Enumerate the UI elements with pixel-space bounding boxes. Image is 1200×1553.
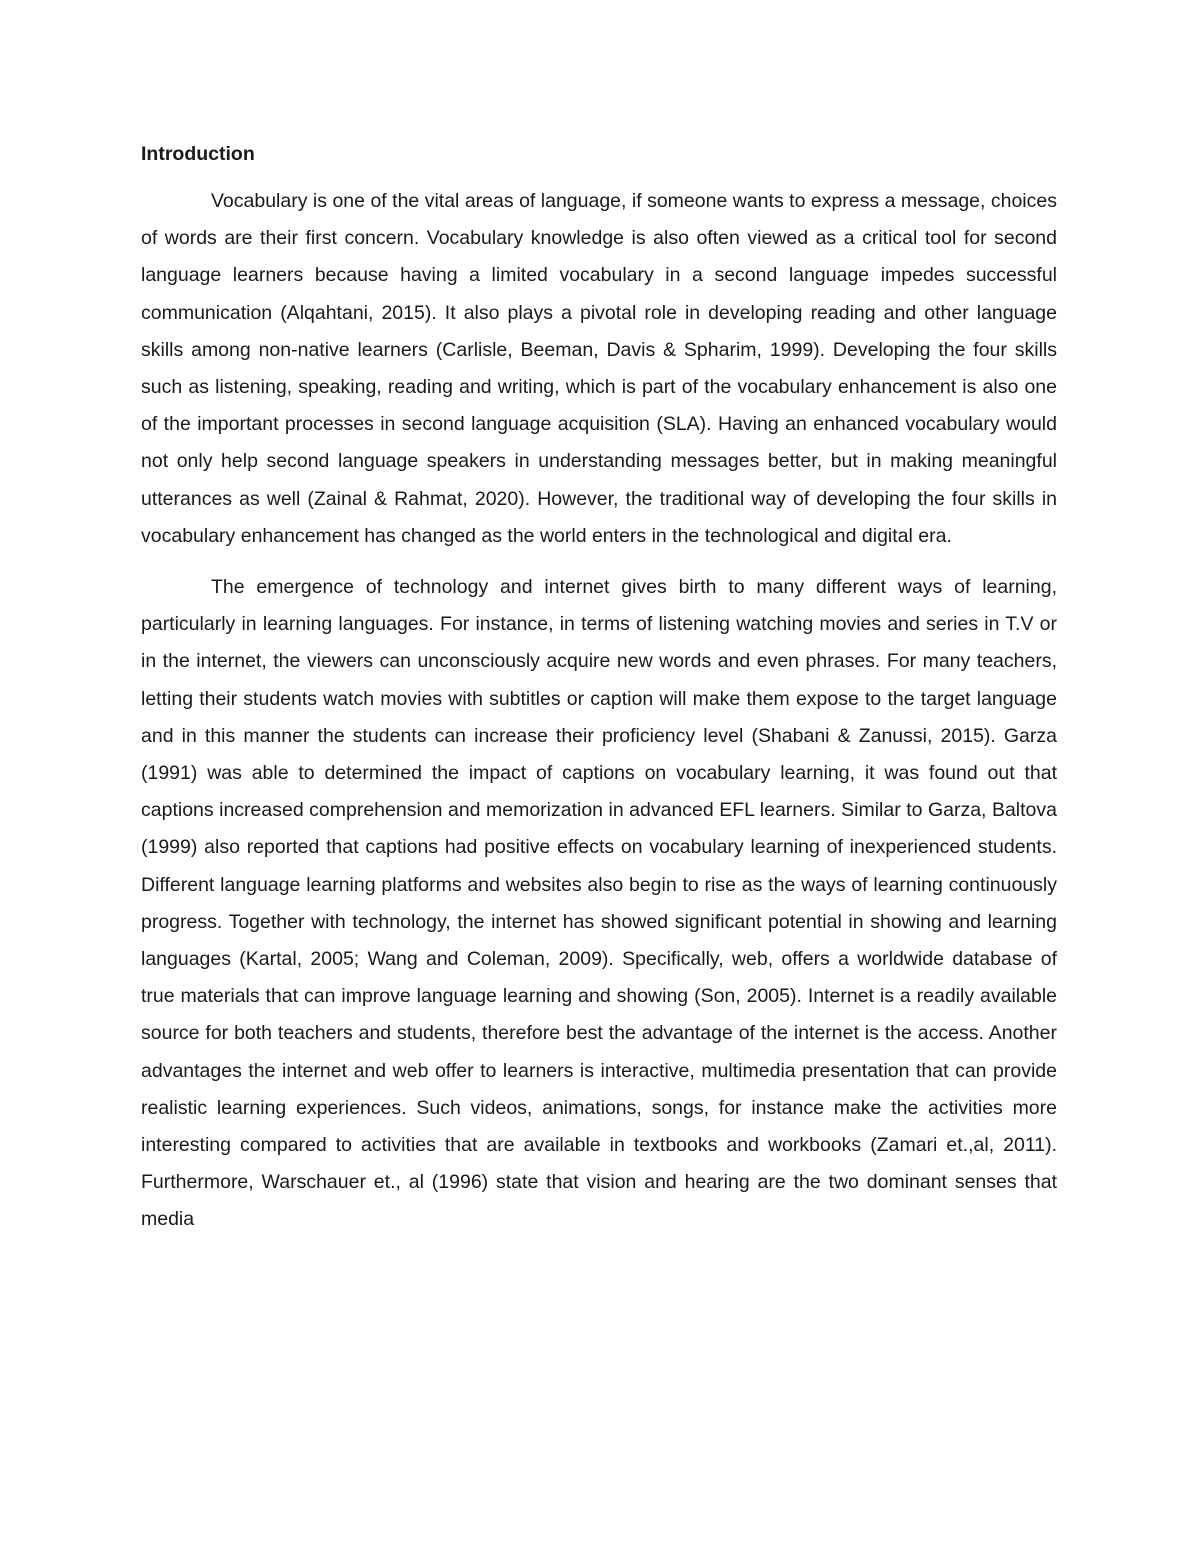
section-heading: Introduction (141, 143, 255, 165)
paragraph-vocabulary: Vocabulary is one of the vital areas of language, if someone wants to express a message, choices of words are their first concern. Vocabulary knowledge is also often viewed as a critical tool for second language learners because having a limited vocabulary in a second language impedes successful communication (Alqahtani, 2015). It also plays a pivotal role in developing reading and other language skills among non-native learners (Carlisle, Beeman, Davis & Spharim, 1999). Developing the four skills such as listening, speaking, reading and writing, which is part of the vocabulary enhancement is also one of the important processes in second language acquisition (SLA). Having an enhanced vocabulary would not only help second language speakers in understanding messages better, but in making meaningful utterances as well (Zainal & Rahmat, 2020). However, the traditional way of developing the four skills in vocabulary enhancement has changed as the world enters in the technological and digital era. (141, 190, 1057, 547)
document-body (141, 140, 1057, 1239)
paragraph-technology: The emergence of technology and internet gives birth to many different ways of learning, particularly in learning languages. For instance, in terms of listening watching movies and series in T.V or in the internet, the viewers can unconsciously acquire new words and even phrases. For many teachers, letting their students watch movies with subtitles or caption will make them expose to the target language and in this manner the students can increase their proficiency level (Shabani & Zanussi, 2015). Garza (1991) was able to determined the impact of captions on vocabulary learning, it was found out that captions increased comprehension and memorization in advanced EFL learners. Similar to Garza, Baltova (1999) also reported that captions had positive effects on vocabulary learning of inexperienced students. Different language learning platforms and websites also begin to rise as the ways of learning continuously progress. Together with technology, the internet has showed significant potential in showing and learning languages (Kartal, 2005; Wang and Coleman, 2009). Specifically, web, offers a worldwide database of true materials that can improve language learning and showing (Son, 2005). Internet is a readily available source for both teachers and students, therefore best the advantage of the internet is the access. Another advantages the internet and web offer to learners is interactive, multimedia presentation that can provide realistic learning experiences. Such videos, animations, songs, for instance make the activities more interesting compared to activities that are available in textbooks and workbooks (Zamari et.,al, 2011). Furthermore, Warschauer et., al (1996) state that vision and hearing are the two dominant senses that media (141, 576, 1057, 1231)
